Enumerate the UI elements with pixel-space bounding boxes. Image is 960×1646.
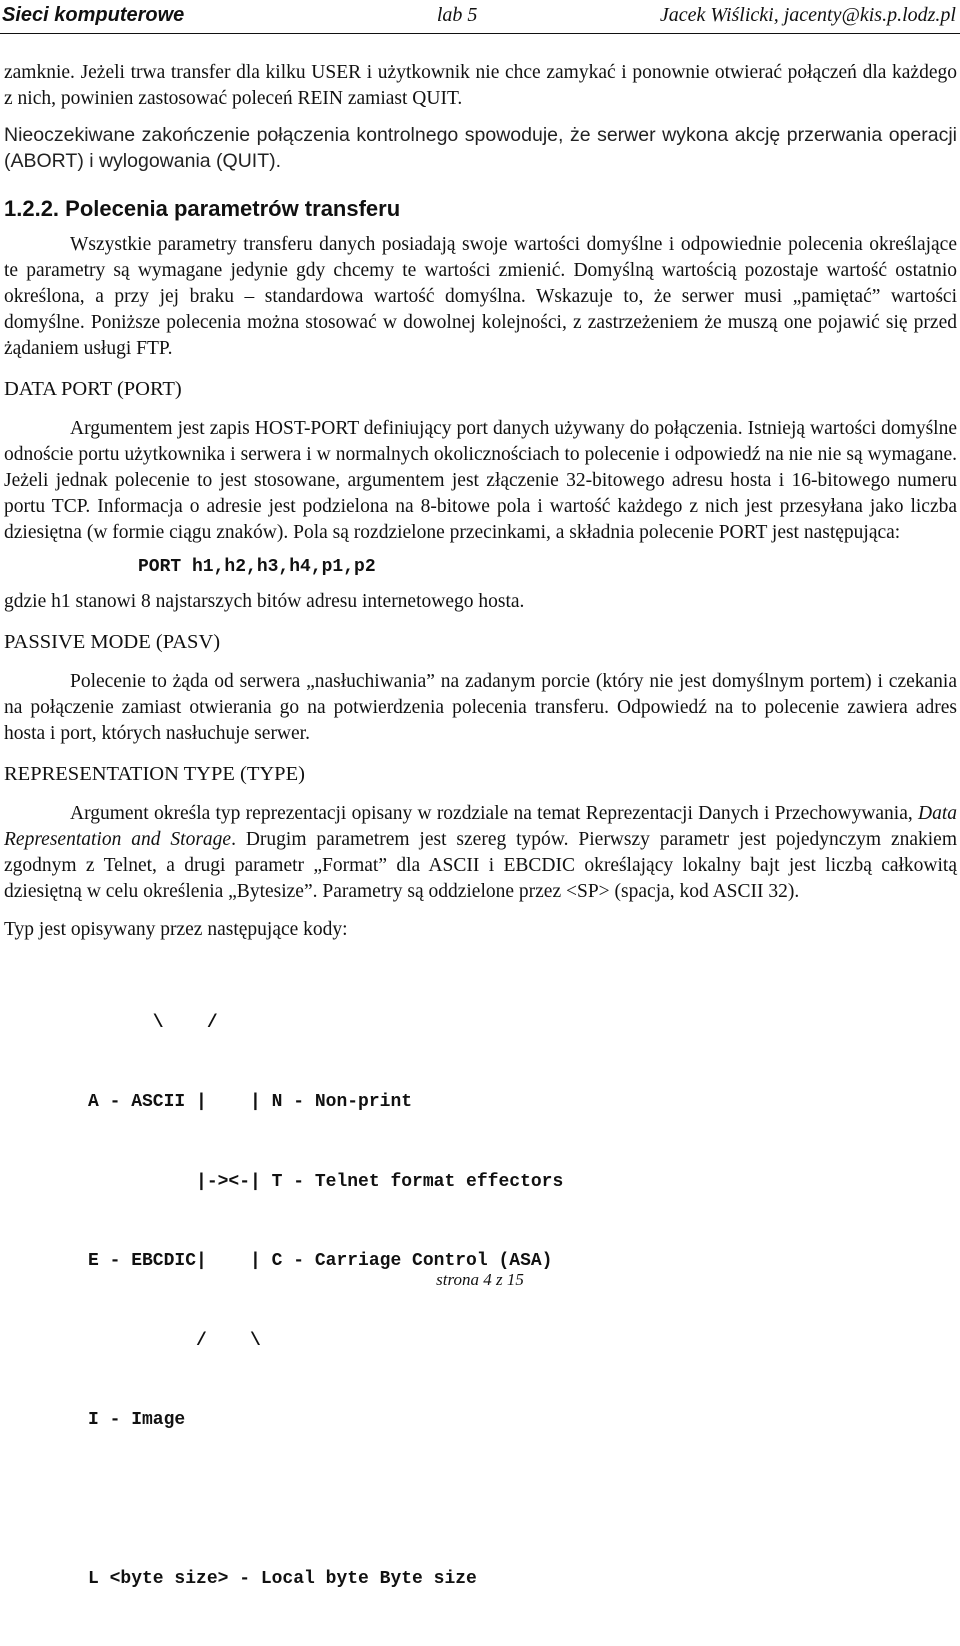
type-code-line: |-><-| T - Telnet format effectors xyxy=(88,1171,564,1192)
pasv-paragraph: Polecenie to żąda od serwera „nasłuchiwania” na zadanym porcie (który nie jest domyślnym portem) i czekania na połączenie zamiast otwierania go na potwierdzenia polecenia transferu. Odpowiedź na to polecenie zawiera adres hosta i port, których nasłuchuje serwer. xyxy=(4,670,957,744)
header-divider xyxy=(0,33,960,34)
type-paragraph-emphasis: Data Representation and Storage xyxy=(4,802,957,850)
type-code-line: / \ xyxy=(88,1330,261,1351)
port-heading: DATA PORT (PORT) xyxy=(4,378,182,400)
header-author: Jacek Wiślicki, jacenty@kis.p.lodz.pl xyxy=(659,3,956,26)
type-code-line xyxy=(88,1487,957,1514)
intro-paragraph-1: zamknie. Jeżeli trwa transfer dla kilku USER i użytkownik nie chce zamykać i ponownie otwierać połączeń dla każdego z nich, powinien zastosować poleceń REIN zamiast QUIT. xyxy=(4,62,957,109)
type-code-line: \ / xyxy=(88,1012,218,1033)
type-code-line: L <byte size> - Local byte Byte size xyxy=(88,1569,477,1589)
page-number: strona 4 z 15 xyxy=(436,1270,524,1289)
intro-paragraph-2: Nieoczekiwane zakończenie połączenia kontrolnego spowoduje, że serwer wykona akcję przerwania operacji (ABORT) i wylogowania (QUIT). xyxy=(4,124,957,172)
page-header xyxy=(2,0,956,30)
type-heading: REPRESENTATION TYPE (TYPE) xyxy=(4,762,305,785)
type-code-line: E - EBCDIC| | C - Carriage Control (ASA) xyxy=(88,1251,553,1271)
port-paragraph: Argumentem jest zapis HOST-PORT definiujący port danych używany do połączenia. Istnieją wartości domyślne odnoście portu użytkownika i serwera i w normalnych okolicznościach to polecenie i odpowiedź na nie nie są wymagane. Jeżeli jednak polecenie to jest stosowane, argumentem jest złączenie 32-bitowego adresu hosta i 16-bitowego numeru portu TCP. Informacja o adresie jest podzielona na 8-bitowe pola i wartość każdego z nich jest przesyłana jako liczba dziesiętna (w formie ciągu znaków). Pola są rozdzielone przecinkami, a składnia polecenie PORT jest następująca: xyxy=(4,418,957,543)
type-code-line: I - Image xyxy=(88,1410,186,1430)
type-paragraph-part-1: Argument określa typ reprezentacji opisany w rozdziale na temat Reprezentacji Danych i Przechowywania, xyxy=(70,802,918,824)
type-paragraph xyxy=(4,801,957,905)
type-paragraph-part-2: . Drugim parametrem jest szereg typów. Pierwszy parametr jest pojedynczym znakiem zgodnym z Telnet, a drugi parametr „Format” dla ASCII i EBCDIC określający lokalny bajt jest liczbą całkowitą dziesiętną w celu określenia „Bytesize”. Parametry są oddzielone przez <SP> (spacja, kod ASCII 32). xyxy=(4,828,957,902)
header-course-title: Sieci komputerowe xyxy=(2,3,185,26)
section-heading: 1.2.2. Polecenia parametrów transferu xyxy=(4,196,401,221)
header-lab-number: lab 5 xyxy=(436,3,478,26)
page-body xyxy=(4,60,957,1646)
type-codes-intro: Typ jest opisywany przez następujące kody: xyxy=(4,918,348,940)
port-syntax-code: PORT h1,h2,h3,h4,p1,p2 xyxy=(138,557,376,577)
type-codes-block xyxy=(4,957,957,1646)
section-paragraph: Wszystkie parametry transferu danych posiadają swoje wartości domyślne i odpowiednie polecenia określające te parametry są wymagane jedynie gdy chcemy te wartości zmienić. Domyślną wartością pozostaje wartość ostatnio określona, a przy jej braku – standardowa wartość domyślna. Wskazuje to, że serwer musi „pamiętać” wartości domyślne. Poniższe polecenia można stosować w dowolnej kolejności, z zastrzeżeniem że muszą one pojawić się przed żądaniem usługi FTP. xyxy=(4,234,957,359)
pasv-heading: PASSIVE MODE (PASV) xyxy=(4,630,221,653)
type-code-line: A - ASCII | | N - Non-print xyxy=(88,1092,413,1112)
port-note: gdzie h1 stanowi 8 najstarszych bitów adresu internetowego hosta. xyxy=(4,590,525,612)
